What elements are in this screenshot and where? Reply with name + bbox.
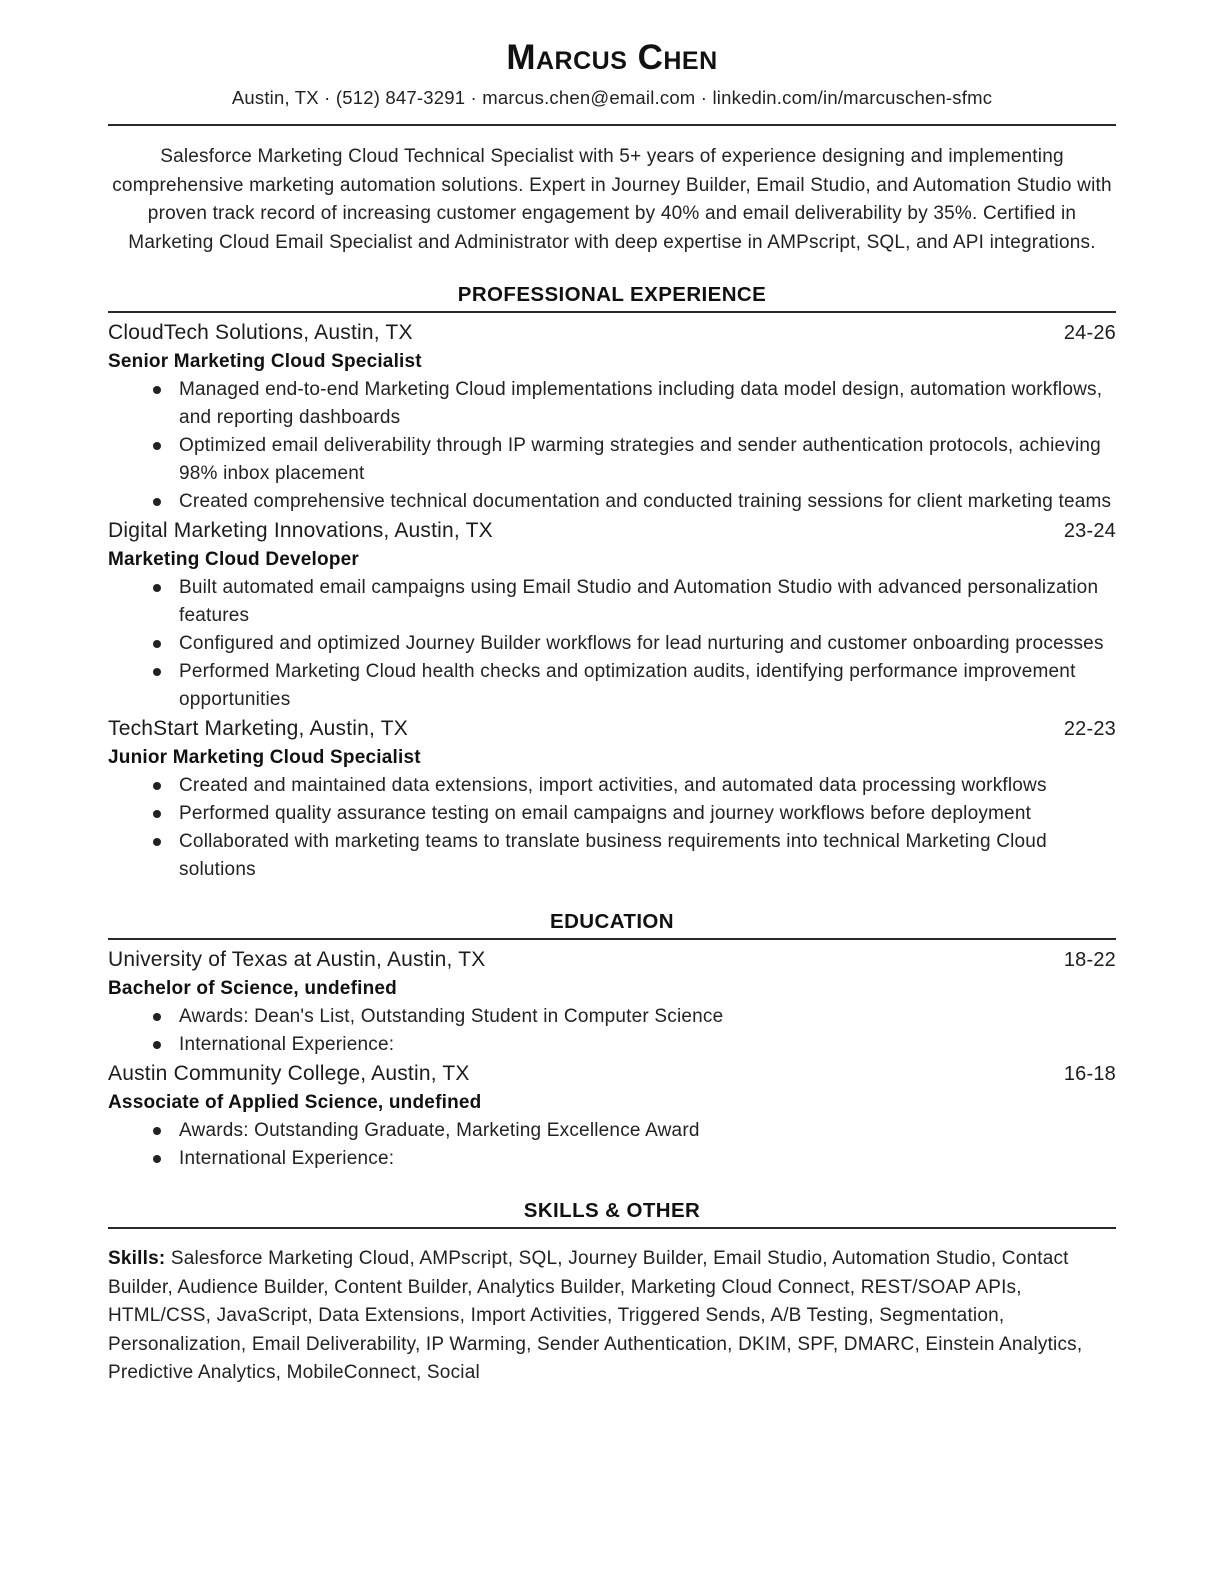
- professional-summary: Salesforce Marketing Cloud Technical Specialist with 5+ years of experience designing and implementing comprehensive marketing automation solutions. Expert in Journey Builder, Email Studio, and Automation Studio with proven track record of increasing customer engagement by 40% and email deliverability by 35%. Certified in Marketing Cloud Email Specialist and Administrator with deep expertise in AMPscript, SQL, and API integrations.: [112, 146, 1112, 253]
- experience-entry: [108, 516, 1116, 714]
- header-divider: [108, 124, 1116, 126]
- entry-dates: 18-22: [1063, 949, 1116, 971]
- section-divider: [108, 1227, 1116, 1229]
- section-divider: [108, 938, 1116, 940]
- company-name: Digital Marketing Innovations, Austin, TX: [108, 519, 493, 542]
- bullet-item: Created and maintained data extensions, import activities, and automated data processing workflows: [108, 772, 1116, 800]
- bullet-item: Performed Marketing Cloud health checks and optimization audits, identifying performance improvement opportunities: [108, 658, 1116, 714]
- entry-dates: 24-26: [1063, 322, 1116, 344]
- bullet-item: Created comprehensive technical documentation and conducted training sessions for client marketing teams: [108, 488, 1116, 516]
- section-title-experience: PROFESSIONAL EXPERIENCE: [457, 283, 767, 306]
- section-divider: [108, 311, 1116, 313]
- section-title-education: EDUCATION: [550, 910, 674, 933]
- school-name: Austin Community College, Austin, TX: [108, 1062, 470, 1085]
- entry-header: [108, 945, 1116, 975]
- section-skills: [108, 1199, 1116, 1388]
- education-entry: [108, 945, 1116, 1059]
- bullet-item: Awards: Dean's List, Outstanding Student in Computer Science: [108, 1003, 1116, 1031]
- bullet-item: International Experience:: [108, 1031, 1116, 1059]
- candidate-name: Marcus Chen: [506, 38, 718, 77]
- section-title-skills: SKILLS & OTHER: [523, 1199, 701, 1222]
- section-education: [108, 910, 1116, 1173]
- entry-dates: 23-24: [1063, 520, 1116, 542]
- contact-line: Austin, TX · (512) 847-3291 · marcus.chen@email.com · linkedin.com/in/marcuschen-sfmc: [231, 87, 993, 108]
- bullet-item: Collaborated with marketing teams to translate business requirements into technical Marketing Cloud solutions: [108, 828, 1116, 884]
- experience-entry: [108, 318, 1116, 516]
- bullet-item: International Experience:: [108, 1145, 1116, 1173]
- experience-entry: [108, 714, 1116, 884]
- entry-header: [108, 516, 1116, 546]
- bullet-list: [108, 376, 1116, 516]
- entry-header: [108, 714, 1116, 744]
- bullet-item: Configured and optimized Journey Builder workflows for lead nurturing and customer onboarding processes: [108, 630, 1116, 658]
- skills-paragraph: [108, 1245, 1116, 1388]
- bullet-list: [108, 1117, 1116, 1173]
- bullet-item: Performed quality assurance testing on email campaigns and journey workflows before deployment: [108, 800, 1116, 828]
- bullet-item: Optimized email deliverability through IP warming strategies and sender authentication protocols, achieving 98% inbox placement: [108, 432, 1116, 488]
- bullet-item: Built automated email campaigns using Email Studio and Automation Studio with advanced personalization features: [108, 574, 1116, 630]
- entry-dates: 16-18: [1063, 1063, 1116, 1085]
- bullet-item: Awards: Outstanding Graduate, Marketing Excellence Award: [108, 1117, 1116, 1145]
- company-name: CloudTech Solutions, Austin, TX: [108, 321, 413, 344]
- bullet-item: Managed end-to-end Marketing Cloud implementations including data model design, automation workflows, and reporting dashboards: [108, 376, 1116, 432]
- skills-list: Salesforce Marketing Cloud, AMPscript, SQL, Journey Builder, Email Studio, Automation Studio, Contact Builder, Audience Builder, Content Builder, Analytics Builder, Marketing Cloud Connect, REST/SOAP APIs, HTML/CSS, JavaScript, Data Extensions, Import Activities, Triggered Sends, A/B Testing, Segmentation, Personalization, Email Deliverability, IP Warming, Sender Authentication, DKIM, SPF, DMARC, Einstein Analytics, Predictive Analytics, MobileConnect, Social: [108, 1248, 1083, 1383]
- company-name: TechStart Marketing, Austin, TX: [108, 717, 408, 740]
- skills-label: Skills:: [108, 1248, 166, 1269]
- job-title: Junior Marketing Cloud Specialist: [108, 747, 421, 768]
- section-experience: [108, 283, 1116, 884]
- education-entry: [108, 1059, 1116, 1173]
- bullet-list: [108, 1003, 1116, 1059]
- entry-header: [108, 1059, 1116, 1089]
- job-title: Senior Marketing Cloud Specialist: [108, 351, 422, 372]
- entry-dates: 22-23: [1063, 718, 1116, 740]
- bullet-list: [108, 574, 1116, 714]
- job-title: Marketing Cloud Developer: [108, 549, 359, 570]
- school-name: University of Texas at Austin, Austin, TX: [108, 948, 486, 971]
- degree-title: Associate of Applied Science, undefined: [108, 1092, 482, 1113]
- bullet-list: [108, 772, 1116, 884]
- degree-title: Bachelor of Science, undefined: [108, 978, 397, 999]
- entry-header: [108, 318, 1116, 348]
